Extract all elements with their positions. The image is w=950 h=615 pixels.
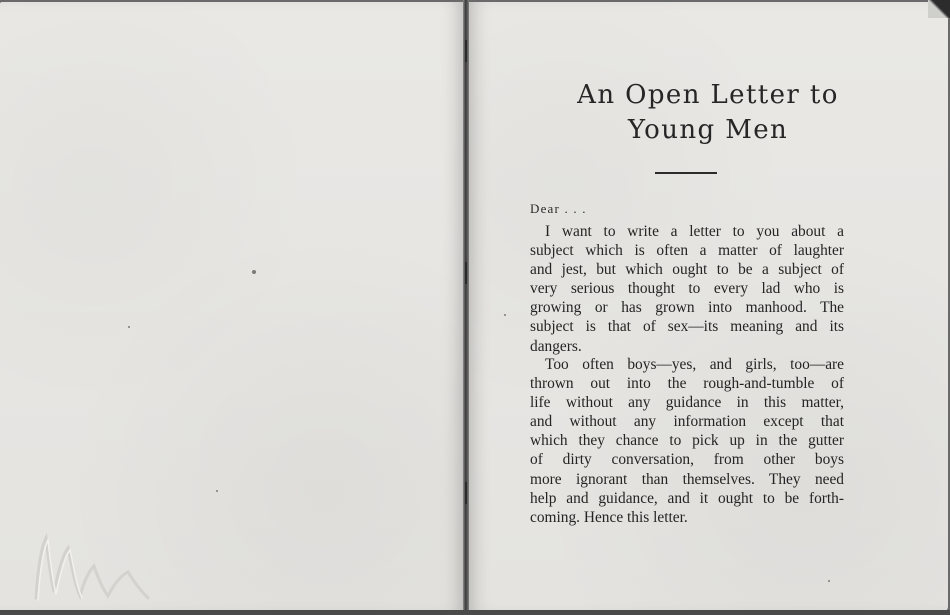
text-line: subject which is often a matter of laughter	[530, 242, 844, 260]
text-line: I want to write a letter to you about a	[545, 223, 844, 240]
title-divider	[655, 172, 717, 174]
title-line-1: An Open Letter to	[577, 80, 839, 110]
binding-stitch	[465, 40, 467, 62]
text-line: coming. Hence this letter.	[530, 508, 688, 526]
text-line: Too often boys—yes, and girls, too—are	[545, 356, 844, 373]
paper-speck	[504, 314, 506, 316]
text-line: subject is that of sex—its meaning and its	[530, 318, 844, 336]
text-line: very serious thought to every lad who is	[530, 280, 844, 298]
text-line: of dirty conversation, from other boys	[530, 451, 844, 469]
paragraph-2	[530, 355, 844, 527]
left-page	[0, 2, 464, 611]
text-line: dangers.	[530, 337, 582, 355]
text-line: which they chance to pick up in the gutter	[530, 432, 844, 450]
paper-speck	[128, 326, 130, 328]
embossed-mark	[28, 526, 168, 606]
paragraph-1	[530, 222, 844, 356]
scan-edge	[0, 610, 950, 615]
binding-stitch	[465, 482, 467, 504]
text-line: help and guidance, and it ought to be forth-	[530, 489, 844, 507]
text-line: growing or has grown into manhood. The	[530, 299, 844, 317]
binding-stitch	[465, 262, 467, 284]
text-line: thrown out into the rough-and-tumble of	[530, 375, 844, 393]
paper-speck	[216, 490, 218, 492]
page-corner-curl	[928, 0, 950, 18]
page-title	[468, 78, 948, 148]
paper-speck	[252, 270, 256, 274]
text-line: and without any information except that	[530, 413, 844, 431]
text-line: life without any guidance in this matter,	[530, 394, 844, 412]
paper-speck	[828, 580, 830, 582]
text-line: and jest, but which ought to be a subject of	[530, 261, 844, 279]
text-line: more ignorant than themselves. They need	[530, 470, 844, 488]
salutation: Dear . . .	[530, 201, 587, 216]
title-line-2: Young Men	[627, 115, 789, 145]
